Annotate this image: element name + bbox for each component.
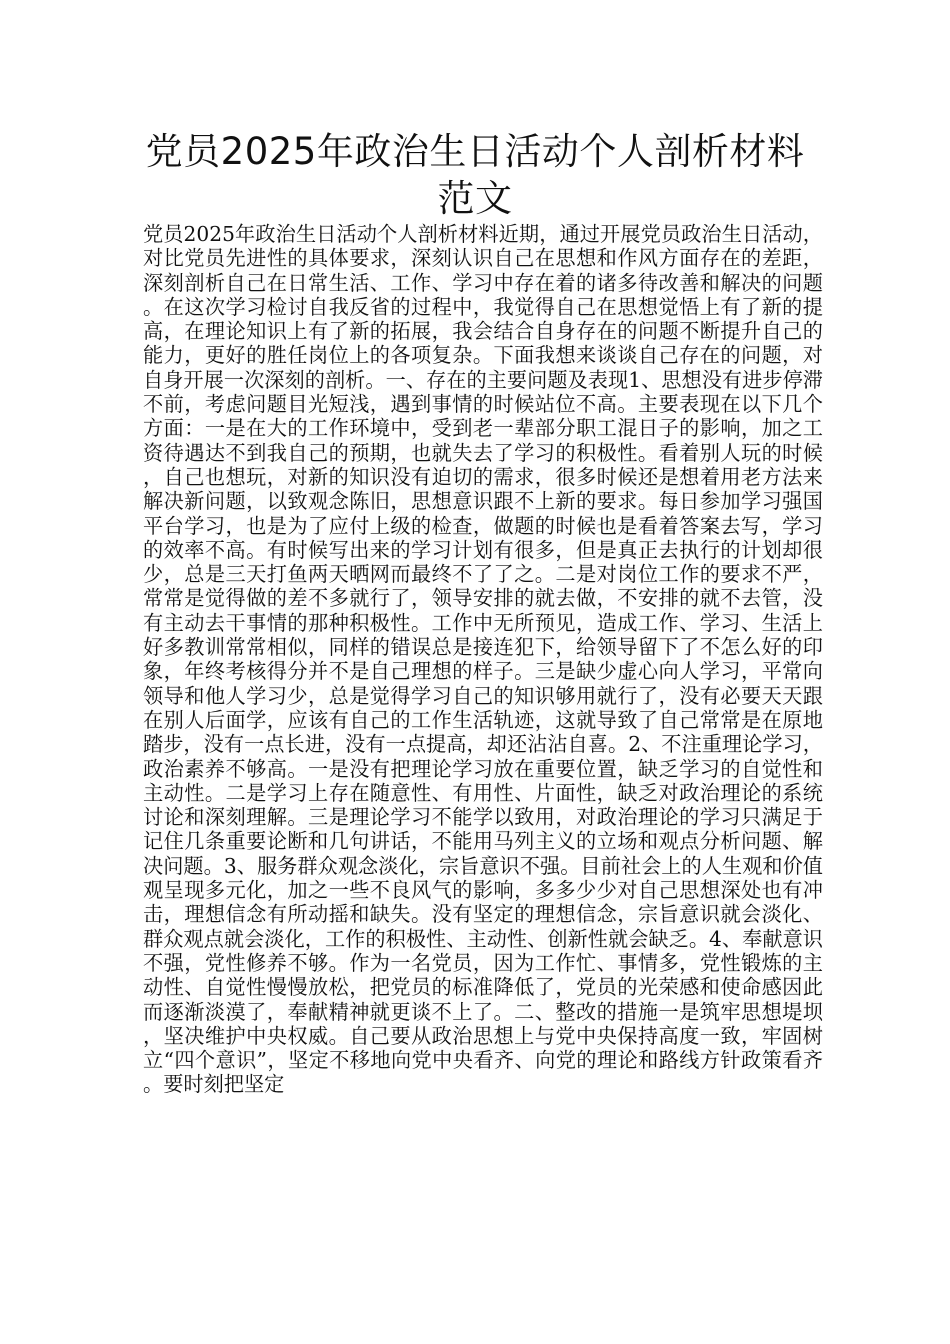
document-title: 党员2025年政治生日活动个人剖析材料范文 (145, 130, 805, 220)
document-body-text: 党员2025年政治生日活动个人剖析材料近期，通过开展党员政治生日活动，对比党员先进性的具体要求，深刻认识自己在思想和作风方面存在的差距，深刻剖析自己在日常生活、工作、学习中存在着的诸多待改善和解决的问题。在这次学习检讨自我反省的过程中，我觉得自己在思想觉悟上有了新的提高，在理论知识上有了新的拓展，我会结合自身存在的问题不断提升自己的能力，更好的胜任岗位上的各项复杂。下面我想来谈谈自己存在的问题，对自身开展一次深刻的剖析。一、存在的主要问题及表现1、思想没有进步停滞不前，考虑问题目光短浅，遇到事情的时候站位不高。主要表现在以下几个方面：一是在大的工作环境中，受到老一辈部分职工混日子的影响，加之工资待遇达不到我自己的预期，也就失去了学习的积极性。看着别人玩的时候，自己也想玩，对新的知识没有迫切的需求，很多时候还是想着用老方法来解决新问题，以致观念陈旧，思想意识跟不上新的要求。每日参加学习强国平台学习，也是为了应付上级的检查，做题的时候也是看着答案去写，学习的效率不高。有时候写出来的学习计划有很多，但是真正去执行的计划却很少，总是三天打鱼两天晒网而最终不了了之。二是对岗位工作的要求不严，常常是觉得做的差不多就行了，领导安排的就去做，不安排的就不去管，没有主动去干事情的那种积极性。工作中无所预见，造成工作、学习、生活上好多教训常常相似，同样的错误总是接连犯下，给领导留下了不怎么好的印象，年终考核得分并不是自己理想的样子。三是缺少虚心向人学习，平常向领导和他人学习少，总是觉得学习自己的知识够用就行了，没有必要天天跟在别人后面学，应该有自己的工作生活轨迹，这就导致了自己常常是在原地踏步，没有一点长进，没有一点提高，却还沾沾自喜。2、不注重理论学习，政治素养不够高。一是没有把理论学习放在重要位置，缺乏学习的自觉性和主动性。二是学习上存在随意性、有用性、片面性，缺乏对政治理论的系统讨论和深刻理解。三是理论学习不能学以致用，对政治理论的学习只满足于记住几条重要论断和几句讲话，不能用马列主义的立场和观点分析问题、解决问题。3、服务群众观念淡化，宗旨意识不强。目前社会上的人生观和价值观呈现多元化，加之一些不良风气的影响，多多少少对自己思想深处也有冲击，理想信念有所动摇和缺失。没有坚定的理想信念，宗旨意识就会淡化、群众观点就会淡化，工作的积极性、主动性、创新性就会缺乏。4、奉献意识不强，党性修养不够。作为一名党员，因为工作忙、事情多，党性锻炼的主动性、自觉性慢慢放松，把党员的标准降低了，党员的光荣感和使命感因此而逐渐淡漠了，奉献精神就更谈不上了。二、整改的措施一是筑牢思想堤坝，坚决维护中央权威。自己要从政治思想上与党中央保持高度一致，牢固树立“四个意识”，坚定不移地向党中央看齐、向党的理论和路线方针政策看齐。要时刻把坚定 (143, 222, 823, 1097)
